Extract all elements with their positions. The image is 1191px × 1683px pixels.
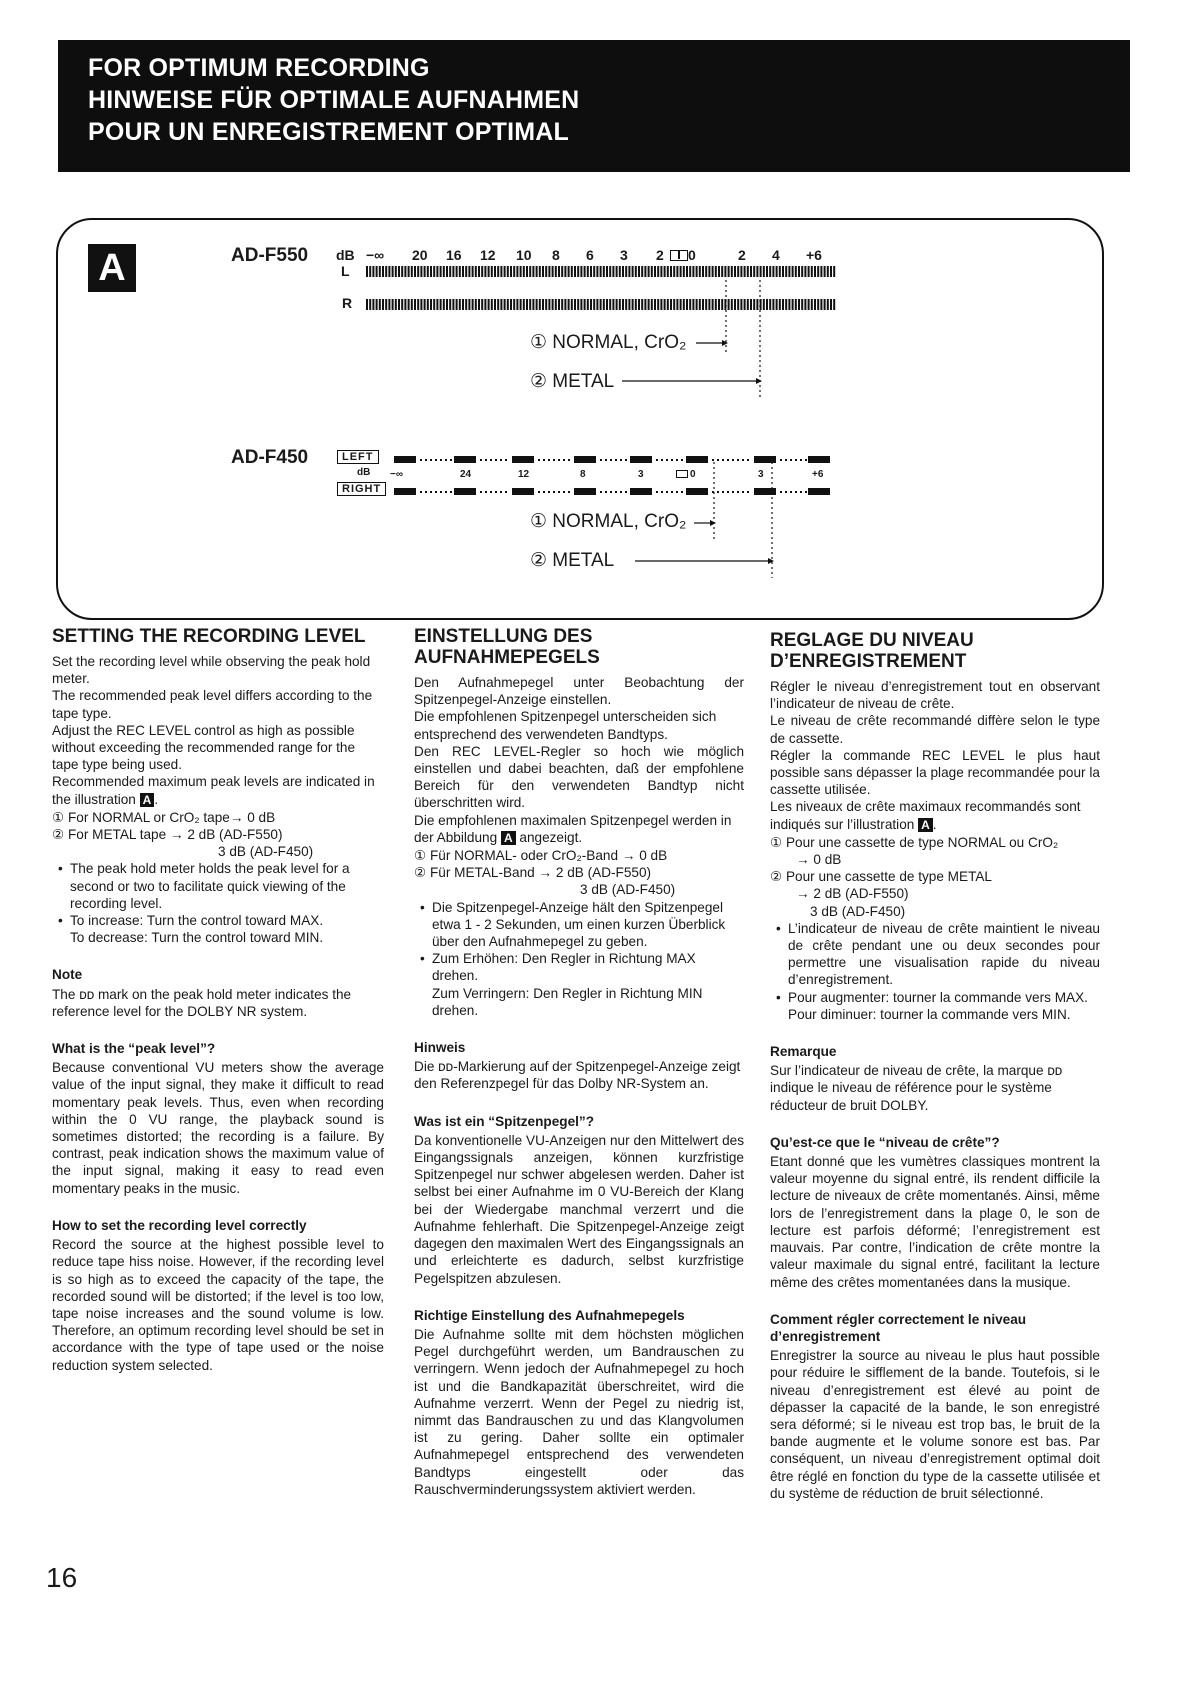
column-french <box>770 626 1100 1502</box>
german-bullet-2b: Zum Verringern: Den Regler in Richtung MIN drehen. <box>432 985 703 1018</box>
english-title: SETTING THE RECORDING LEVEL <box>52 626 366 647</box>
page-number: 16 <box>46 1562 78 1593</box>
adf450-leader-lines <box>0 0 1191 620</box>
french-howto-body: Enregistrer la source au niveau le plus haut possible pour réduire le sifflement de la bande. Toutefois, si le niveau d’enregistrement est élevé au point de dépasser la capacité de la bande, le son enregistré sera déformé; si le niveau est trop bas, le bruit de la bande augmente et le volume sonore est bas. Par conséquent, un niveau d’enregistrement optimal doit être réglé en fonction du type de la cassette utilisée et du système de réduction de bruit sélectionné. <box>770 1348 1100 1501</box>
column-english <box>52 626 384 1374</box>
german-item-2: ② Für METAL-Band → 2 dB (AD-F550) <box>414 865 652 881</box>
french-item-1b: → 0 dB <box>796 852 842 868</box>
english-bullet-1: • The peak hold meter holds the peak level for a second or two to facilitate quick viewing of the recording level. <box>52 860 384 912</box>
french-para-2: Le niveau de crête recommandé diffère selon le type de cassette. <box>770 713 1100 746</box>
header-title-en: FOR OPTIMUM RECORDING <box>88 54 430 82</box>
adf450-db-label: dB <box>357 467 371 478</box>
adf450-scale-label: 24 <box>460 469 472 480</box>
adf550-scale-label: 0 <box>688 247 696 263</box>
french-note-title: Remarque <box>770 1044 837 1060</box>
adf550-db-label: dB <box>336 247 355 263</box>
illustration-badge: A <box>88 244 136 292</box>
adf550-left-channel: L <box>341 263 350 279</box>
german-peak-body: Da konventionelle VU-Anzeigen nur den Mittelwert des Eingangssignals anzeigen, können kurzfristige Spitzenpegel nur schwer abgelesen werden. Daher ist selbst bei einer Aufnahme im 0 VU-Bereich der Klang bei der Wiedergabe manchmal verzerrt und die Aufnahme fehlerhaft. Die Spitzenpegel-Anzeige zeigt dagegen den maximalen Wert des Eingangssignals an und erleichterte es dadurch, selbst kurzfristige Pegelspitzen abzulesen. <box>414 1132 744 1286</box>
german-para-2: Die empfohlenen Spitzenpegel unterscheiden sich entsprechend des verwendeten Bandtyps. <box>414 709 717 742</box>
french-note-body: Sur l’indicateur de niveau de crête, la marque ᴅᴅ indique le niveau de référence pour le système réducteur de bruit DOLBY. <box>770 1063 1063 1113</box>
english-item-2: ② For METAL tape → 2 dB (AD-F550) <box>52 827 283 843</box>
adf550-callout-metal: ② METAL <box>530 371 615 392</box>
header-title-de: HINWEISE FÜR OPTIMALE AUFNAHMEN <box>88 86 580 114</box>
german-para-3: Den REC LEVEL-Regler so hoch wie möglich einstellen und dabei beachten, daß der empfohlene Bereich für den verwendeten Bandtyp nicht überschritten wird. <box>414 743 744 811</box>
german-peak-title: Was ist ein “Spitzenpegel”? <box>414 1113 595 1129</box>
illustration-ref-badge: A <box>918 818 933 832</box>
german-bullets <box>414 899 744 985</box>
adf550-right-channel: R <box>342 295 353 311</box>
french-title: REGLAGE DU NIVEAU D’ENREGISTREMENT <box>770 630 974 672</box>
german-item-2b: 3 dB (AD-F450) <box>580 882 676 898</box>
english-para-4: Recommended maximum peak levels are indicated in the illustration A . <box>52 774 375 807</box>
english-bullet-2: • To increase: Turn the control toward MAX. <box>52 912 384 929</box>
adf550-scale-label: 4 <box>772 247 780 263</box>
french-bullet-1: • L’indicateur de niveau de crête maintient le niveau de crête pendant une ou deux secondes pour permettre une visualisation rapide du niveau d’enregistrement. <box>770 920 1100 989</box>
column-german <box>414 626 744 1498</box>
english-bullets <box>52 860 384 929</box>
header-title-fr: POUR UN ENREGISTREMENT OPTIMAL <box>88 118 570 146</box>
german-note-title: Hinweis <box>414 1040 466 1056</box>
german-item-1: ① Für NORMAL- oder CrO₂-Band → 0 dB <box>414 848 668 864</box>
adf550-scale-label: 12 <box>480 247 496 263</box>
illustration-ref-badge: A <box>140 793 155 807</box>
adf450-scale-label: 8 <box>580 469 586 480</box>
adf550-scale-label: 16 <box>446 247 462 263</box>
french-peak-title: Qu’est-ce que le “niveau de crête”? <box>770 1134 1000 1150</box>
adf450-scale-label: 0 <box>690 469 696 480</box>
adf450-scale-label: 12 <box>518 469 530 480</box>
adf550-scale-label: 8 <box>552 247 560 263</box>
adf550-scale-label: 20 <box>412 247 428 263</box>
french-item-1: ① Pour une cassette de type NORMAL ou CrO₂ <box>770 834 1059 850</box>
french-bullet-2b: Pour diminuer: tourner la commande vers MIN. <box>788 1006 1071 1022</box>
english-howto-title: How to set the recording level correctly <box>52 1217 307 1233</box>
adf450-scale-label: +6 <box>812 469 824 480</box>
german-bullet-2: • Zum Erhöhen: Den Regler in Richtung MAX drehen. <box>414 950 744 984</box>
adf550-scale-label: 6 <box>586 247 594 263</box>
adf550-scale-label: 3 <box>620 247 628 263</box>
german-para-1: Den Aufnahmepegel unter Beobachtung der Spitzenpegel-Anzeige einstellen. <box>414 675 744 708</box>
adf550-scale-label: +6 <box>806 247 822 263</box>
model-adf550: AD-F550 <box>231 245 309 266</box>
german-para-4: Die empfohlenen maximalen Spitzenpegel werden in der Abbildung A angezeigt. <box>414 812 732 845</box>
adf450-callout-metal: ② METAL <box>530 550 615 571</box>
french-para-1: Régler le niveau d’enregistrement tout en observant l’indicateur de niveau de crête. <box>770 679 1100 712</box>
french-peak-body: Etant donné que les vumètres classiques montrent la valeur moyenne du signal entré, ils rendent difficile la lecture de niveaux de crête momentanés. Ainsi, même lors de l’enregistrement dans la plage 0, le son de lecture est parfois déformé; l’enregistrement est mauvais. Par contre, l’indication de crête montre la valeur maximale du signal entré, facilitant la lecture même des crêtes momentanées dans la musique. <box>770 1154 1100 1290</box>
english-note-body: The ᴅᴅ mark on the peak hold meter indicates the reference level for the DOLBY NR system. <box>52 986 352 1019</box>
english-item-2b: 3 dB (AD-F450) <box>218 844 314 860</box>
adf450-scale-label: 3 <box>638 469 644 480</box>
adf450-right-label: RIGHT <box>337 482 386 496</box>
french-para-4: Les niveaux de crête maximaux recommandés sont indiqués sur l’illustration A . <box>770 799 1081 832</box>
german-howto-title: Richtige Einstellung des Aufnahmepegels <box>414 1307 685 1323</box>
model-adf450: AD-F450 <box>231 447 309 468</box>
english-peak-title: What is the “peak level”? <box>52 1041 216 1057</box>
adf550-scale-label: −∞ <box>366 247 385 263</box>
french-item-2b: → 2 dB (AD-F550) <box>796 886 909 902</box>
english-para-3: Adjust the REC LEVEL control as high as possible without exceeding the recommended range for the tape type being used. <box>52 722 356 773</box>
french-bullets <box>770 920 1100 1006</box>
english-para-2: The recommended peak level differs according to the tape type. <box>52 688 373 721</box>
adf550-scale-label: 2 <box>656 247 664 263</box>
english-peak-body: Because conventional VU meters show the average value of the input signal, they make it difficult to read momentary peak levels. Thus, even when recording within the 0 VU range, the playback sound is sometimes distorted; the recording is a failure. By contrast, peak indication shows the maximum value of the input signal, making it easy to read even momentary peaks in the music. <box>52 1060 384 1196</box>
german-note-body: Die ᴅᴅ-Markierung auf der Spitzenpegel-Anzeige zeigt den Referenzpegel für das Dolby NR-System an. <box>414 1059 741 1092</box>
adf450-callout-normal: ① NORMAL, CrO₂ <box>530 511 687 532</box>
german-howto-body: Die Aufnahme sollte mit dem höchsten möglichen Pegel durchgeführt werden, um Bandrauschen zu verringern. Wenn jedoch der Aufnahmepegel zu hoch ist und die Bandkapazität überschreitet, wird die Aufnahme verzerrt. Wenn der Pegel zu niedrig ist, nimmt das Bandrauschen zu und das Klangvolumen ist zu gering. Daher sollte ein optimaler Aufnahmepegel entsprechend des verwendeten Bandtyps eingestellt oder das Rauschverminderungssystem aktiviert werden. <box>414 1326 744 1497</box>
adf550-callout-normal: ① NORMAL, CrO₂ <box>530 332 687 353</box>
adf450-scale-label: −∞ <box>390 469 403 480</box>
french-item-2c: 3 dB (AD-F450) <box>810 903 906 919</box>
adf550-scale-label: 2 <box>738 247 746 263</box>
adf550-scale-label: 10 <box>516 247 532 263</box>
german-title: EINSTELLUNG DES AUFNAHMEPEGELS <box>414 626 600 668</box>
english-note-title: Note <box>52 967 83 983</box>
adf450-scale-label: 3 <box>758 469 764 480</box>
french-para-3: Régler la commande REC LEVEL le plus haut possible sans dépasser la plage recommandée pour la cassette utilisée. <box>770 747 1100 798</box>
illustration-ref-badge: A <box>501 831 516 845</box>
french-howto-title: Comment régler correctement le niveau d’enregistrement <box>770 1311 1027 1344</box>
english-item-1: ① For NORMAL or CrO₂ tape→ 0 dB <box>52 809 276 825</box>
french-bullet-2: • Pour augmenter: tourner la commande vers MAX. <box>770 989 1100 1006</box>
english-bullet-2b: To decrease: Turn the control toward MIN. <box>70 930 324 946</box>
english-para-1: Set the recording level while observing the peak hold meter. <box>52 654 371 687</box>
german-bullet-1: • Die Spitzenpegel-Anzeige hält den Spitzenpegel etwa 1 - 2 Sekunden, um einen kurzen Überblick über den Aufnahmepegel zu geben. <box>414 899 744 951</box>
english-howto-body: Record the source at the highest possible level to reduce tape hiss noise. However, if the recording level is so high as to exceed the capacity of the tape, the recorded sound will be distorted; if the level is too low, tape noise increases and the sound volume is low. Therefore, an optimum recording level should be set in accordance with the type of tape used or the noise reduction system selected. <box>52 1237 384 1373</box>
french-item-2: ② Pour une cassette de type METAL <box>770 869 992 885</box>
adf450-left-label: LEFT <box>337 450 379 464</box>
